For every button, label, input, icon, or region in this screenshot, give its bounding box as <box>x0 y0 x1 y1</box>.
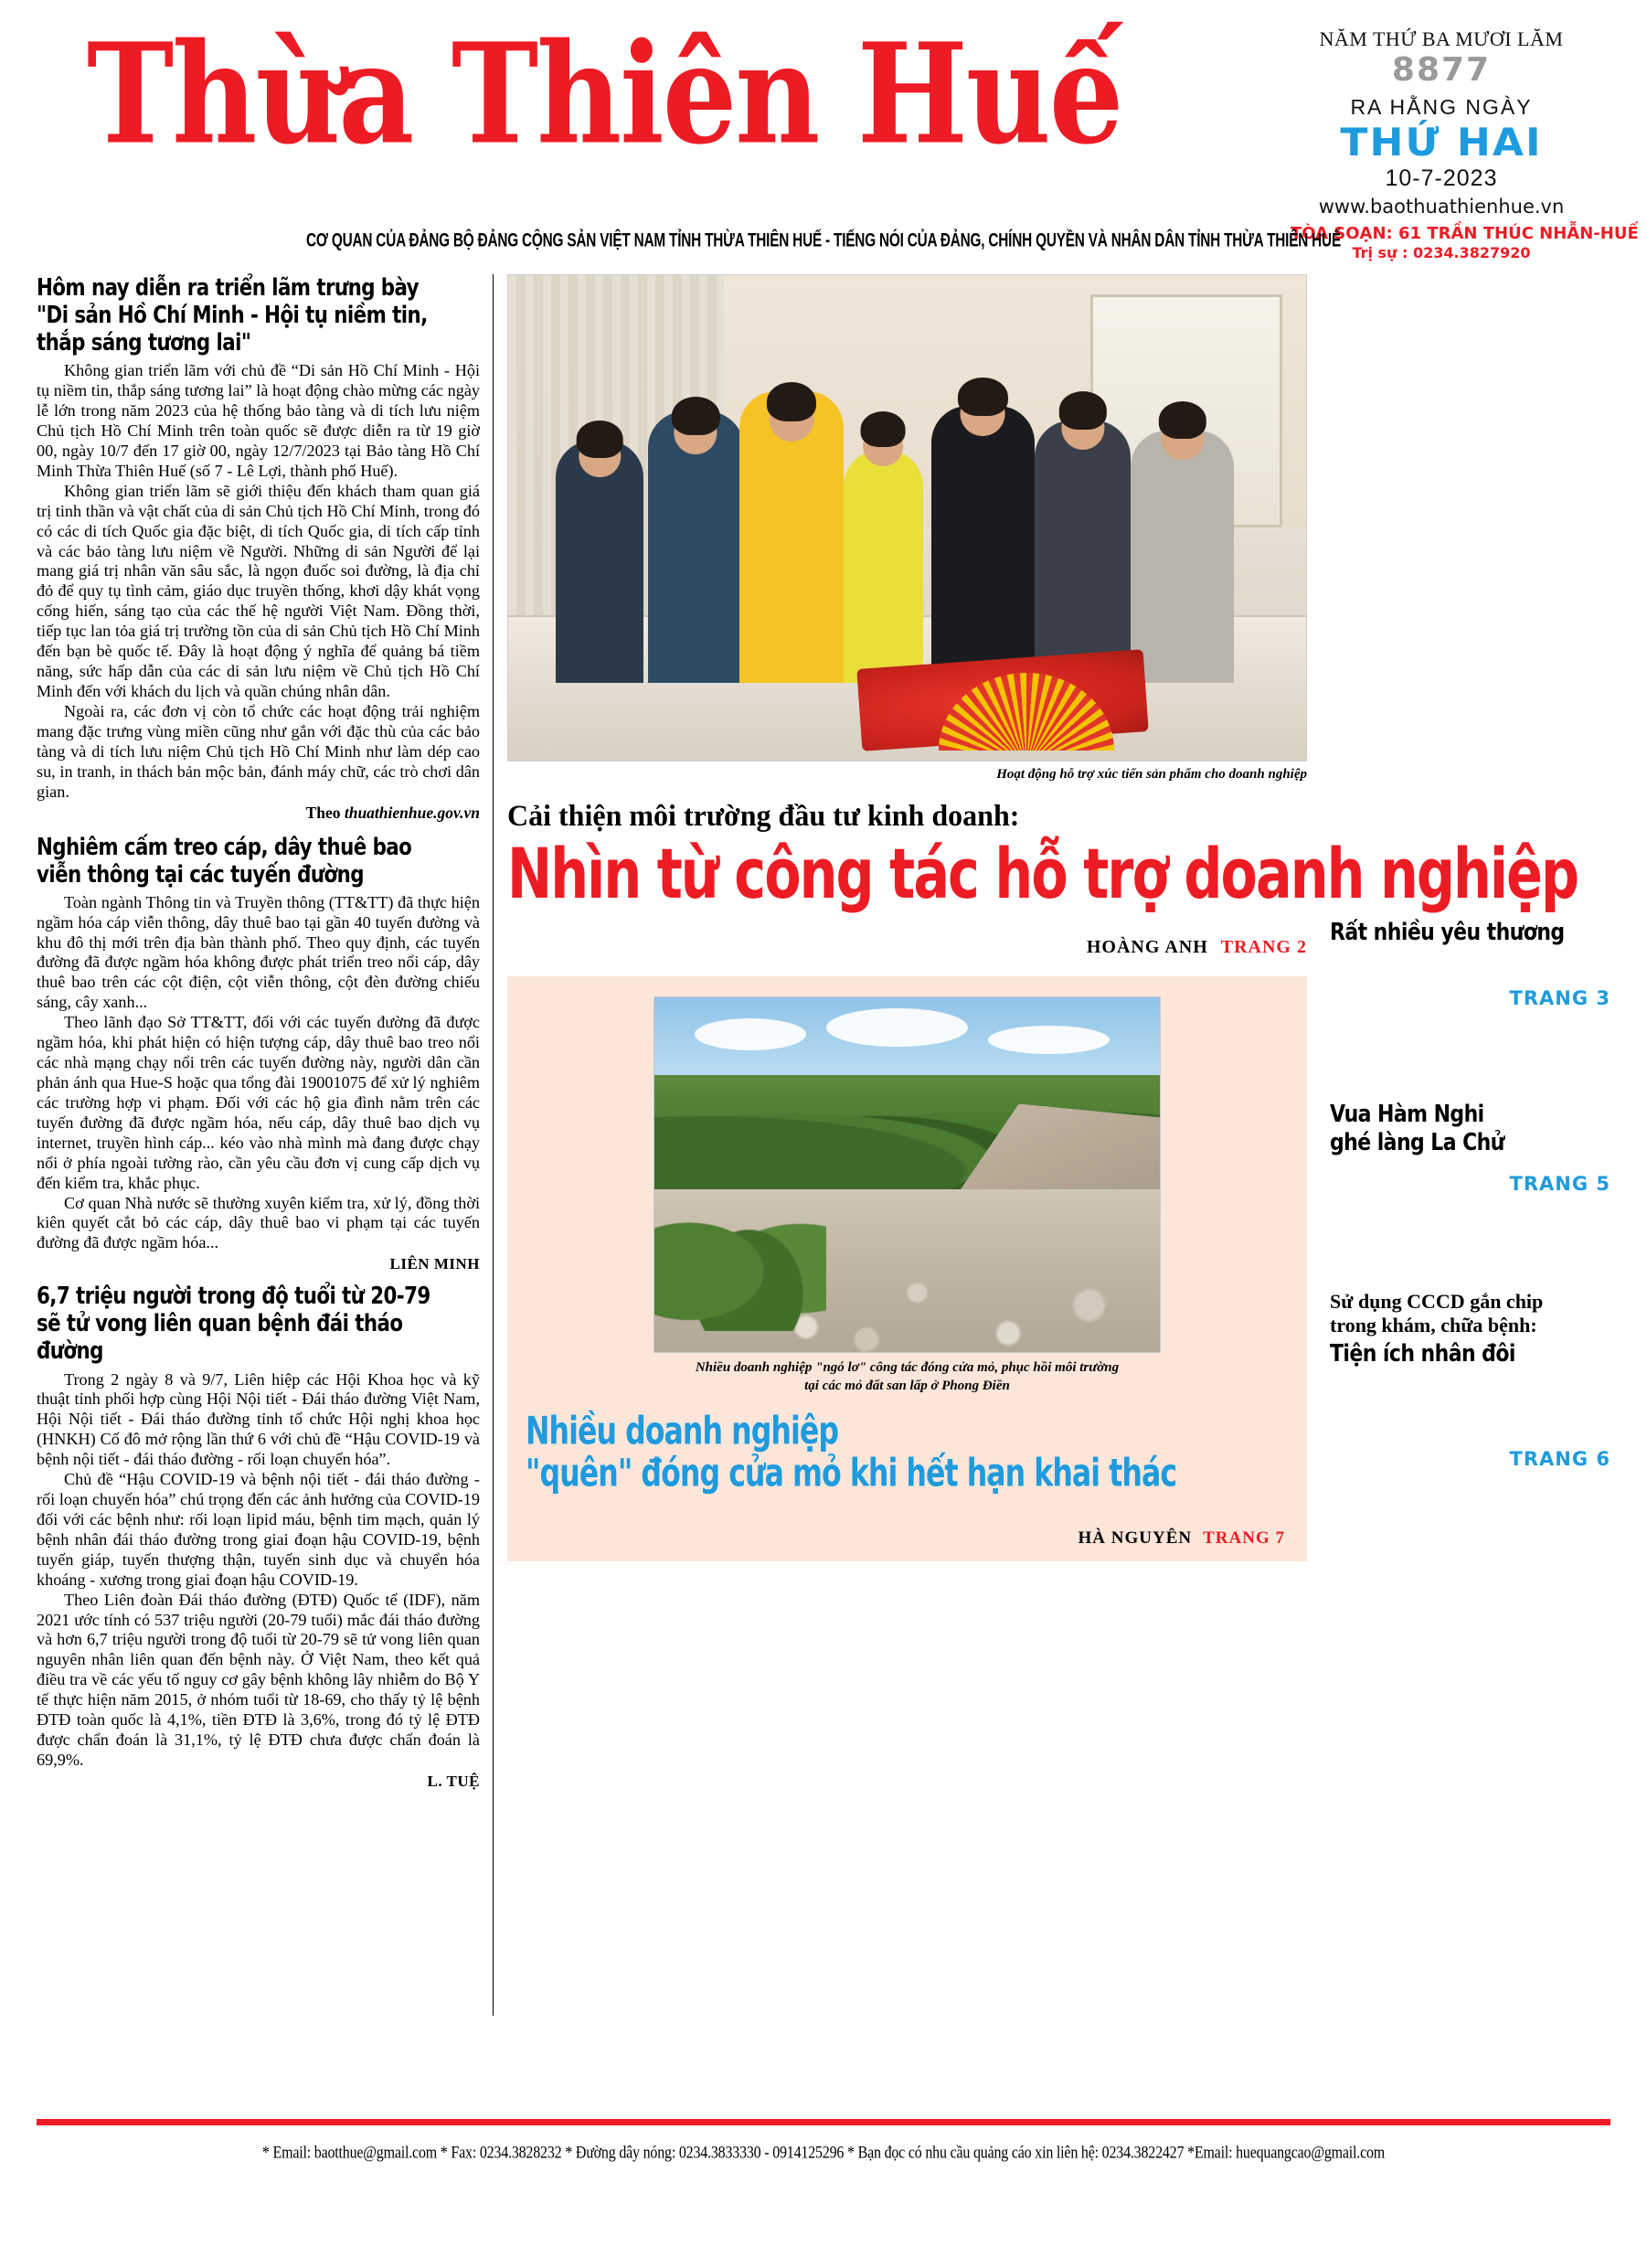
teaser-title[interactable]: Rất nhiều yêu thương <box>1330 919 1565 946</box>
teaser-item[interactable] <box>1330 1101 1610 1194</box>
article2-byline: LIÊN MINH <box>389 1255 480 1273</box>
teaser-kicker-line2: trong khám, chữa bệnh: <box>1330 1313 1537 1336</box>
year-line: NĂM THỨ BA MƯƠI LĂM <box>1319 27 1564 50</box>
article3-headline[interactable]: 6,7 triệu người trong độ tuổi từ 20-79 sẽ tử vong liên quan bệnh đái tháo đường <box>37 1283 430 1366</box>
masthead-tagline: CƠ QUAN CỦA ĐẢNG BỘ ĐẢNG CỘNG SẢN VIỆT NAM TỈNH THỪA THIÊN HUẾ - TIẾNG NÓI CỦA ĐẢNG, CHÍNH QUYỀN VÀ NHÂN DÂN TỈNH THỪA THIÊN HUẾ <box>306 230 1341 251</box>
main-photo <box>507 274 1307 761</box>
content-grid <box>37 274 1610 2112</box>
main-story-byline <box>507 937 1307 958</box>
article1-paragraph: Ngoài ra, các đơn vị còn tổ chức các hoạt động trải nghiệm mang đặc trưng vùng miền cũng như gắn với đặc thù của các bảo tàng và di tích lưu niệm Chủ tịch Hồ Chí Minh như làm dép cao su, in tranh, in thách bản mộc bản, đánh máy chữ, các trò chơi dân gian. <box>37 701 480 801</box>
weekday-label: THỨ HAI <box>1340 119 1543 165</box>
main-story-author: HOÀNG ANH <box>1086 937 1208 958</box>
feature-byline <box>1079 1528 1285 1549</box>
office-address: TÒA SOẠN: 61 TRẦN THÚC NHẪN-HUẾ <box>1291 223 1639 243</box>
article1-source <box>37 804 480 823</box>
article1-headline[interactable]: Hôm nay diễn ra triển lãm trưng bày "Di sản Hồ Chí Minh - Hội tụ niềm tin, thắp sáng tương lai" <box>37 274 428 357</box>
source-name: thuathienhue.gov.vn <box>344 803 480 822</box>
main-story-kicker: Cải thiện môi trường đầu tư kinh doanh: <box>507 799 1020 833</box>
teaser-title-line1[interactable]: Vua Hàm Nghi <box>1330 1101 1484 1129</box>
feature-author: HÀ NGUYÊN <box>1078 1528 1193 1549</box>
article1-paragraph: Không gian triển lãm với chủ đề “Di sản Hồ Chí Minh - Hội tụ niềm tin, thắp sáng tương lai” là hoạt động chào mừng các ngày lễ lớn trong năm 2023 của hệ thống bảo tàng và di tích lưu niệm Chủ tịch Hồ Chí Minh trên toàn quốc sẽ được diễn ra từ 19 giờ 00, ngày 10/7 đến 17 giờ 00, ngày 12/7/2023 tại Bảo tàng Hồ Chí Minh Thừa Thiên Huế (số 7 - Lê Lợi, thành phố Huế). <box>37 361 480 480</box>
newspaper-title: Thừa Thiên Huế <box>87 14 1122 176</box>
article2-body <box>37 893 480 1254</box>
article3-byline: L. TUỆ <box>427 1772 480 1790</box>
teaser-title-line2[interactable]: ghé làng La Chử <box>1330 1129 1504 1157</box>
article2-paragraph: Theo lãnh đạo Sở TT&TT, đối với các tuyến đường đã được ngầm hóa, khi phát hiện có hiện tượng cáp, dây thuê bao treo nổi các nhà mạng chạy nổi trên các tuyến đường này, người dân cần phản ánh qua Hue-S hoặc qua tổng đài 19001075 để xử lý nghiêm các trường hợp vi phạm. Đối với các hộ gia đình nằm trên các tuyến đường đã được ngầm hóa, nếu cáp, dây thuê bao dịch vụ internet, truyền hình cáp... kéo vào nhà mình mà đang được chạy nổi ở phía ngoài tường rào, cần yêu cầu đơn vị cung cấp dịch vụ đến kiểm tra, khắc phục. <box>37 1013 480 1192</box>
website-url[interactable]: www.baothuathienhue.vn <box>1318 195 1565 218</box>
article3-paragraph: Trong 2 ngày 8 và 9/7, Liên hiệp các Hội Khoa học và kỹ thuật tỉnh phối hợp cùng Hội Nội tiết - Đái tháo đường Việt Nam, Hội Nội tiết - Đái tháo đường tỉnh tổ chức Hội nghị khoa học (HNKH) Cố đô mở rộng lần thứ 6 với chủ đề “Hậu COVID-19 và bệnh nội tiết - đái tháo đường - rối loạn chuyển hóa”. <box>37 1369 480 1469</box>
main-photo-caption: Hoạt động hỗ trợ xúc tiến sản phẩm cho doanh nghiệp <box>996 767 1307 782</box>
article2-paragraph: Cơ quan Nhà nước sẽ thường xuyên kiểm tra, xử lý, đồng thời kiên quyết cắt bỏ các cáp, dây thuê bao vi phạm tại các tuyến đường đã được ngầm hóa... <box>37 1193 480 1252</box>
masthead <box>37 0 1639 274</box>
article1-paragraph: Không gian triển lãm sẽ giới thiệu đến khách tham quan giá trị tinh thần và vật chất của di sản Chủ tịch Hồ Chí Minh, trong đó có các di tích Quốc gia đặc biệt, di tích Quốc gia, di tích cấp tỉnh và các bảo tàng lưu niệm về Người. Những di sản Người để lại mang giá trị nhân văn sâu sắc, là ngọn đuốc soi đường, là địa chỉ đỏ để quy tụ tình cảm, giáo dục truyền thống, khơi dậy khát vọng cống hiến, sáng tạo của các thế hệ người Việt Nam. Đồng thời, tiếp tục lan tỏa giá trị trường tồn của di sản Chủ tịch Hồ Chí Minh đến bạn bè quốc tế. Đây là hoạt động ý nghĩa để quảng bá tiềm năng, sức hấp dẫn của các di sản lưu niệm về Chủ tịch Hồ Chí Minh đến với khách du lịch và quần chúng nhân dân. <box>37 481 480 700</box>
feature-headline-line2[interactable]: "quên" đóng cửa mỏ khi hết hạn khai thác <box>526 1450 1177 1496</box>
teaser-page-ref[interactable]: TRANG 3 <box>1509 987 1610 1010</box>
feature-headline-line1[interactable]: Nhiều doanh nghiệp <box>526 1408 839 1453</box>
article2-paragraph: Toàn ngành Thông tin và Truyền thông (TT&TT) đã thực hiện ngầm hóa cáp viễn thông, dây thuê bao tại gần 40 tuyến đường và khu đô thị mới trên địa bàn thành phố. Theo quy định, các tuyến đường đã được ngầm hóa không được phát triển treo nổi cáp, dây thuê bao trên các cột điện, cột viễn thông, cột đèn đường chiếu sáng, cây xanh... <box>37 892 480 1012</box>
footer-contact-line: * Email: baotthue@gmail.com * Fax: 0234.3828232 * Đường dây nóng: 0234.3833330 - 0914125296 * Bạn đọc có nhu cầu quảng cáo xin liên hệ: 0234.3822427 *Email: huequangcao@gmail.com <box>261 2144 1386 2163</box>
office-phone: Trị sự : 0234.3827920 <box>1352 243 1531 261</box>
feature-page-ref[interactable]: TRANG 7 <box>1203 1528 1285 1549</box>
article3-paragraph: Chủ đề “Hậu COVID-19 và bệnh nội tiết - đái tháo đường - rối loạn chuyển hóa” chú trọng đến các ảnh hưởng của COVID-19 đối với các bệnh như: rối loạn lipid máu, bệnh tim mạch, quản lý bệnh nhân đái tháo đường trong giai đoạn hậu COVID-19, bệnh tuyến giáp, tuyến thượng thận, tuyến sinh dục và chuyển hóa khoáng - xương trong giai đoạn hậu COVID-19. <box>37 1470 480 1589</box>
masthead-info-block <box>1291 27 1639 261</box>
article3-body <box>37 1370 480 1771</box>
feature-caption-line: Nhiều doanh nghiệp "ngó lơ" công tác đóng cửa mỏ, phục hồi môi trường <box>695 1360 1120 1376</box>
teaser-kicker-line1: Sử dụng CCCD gắn chip <box>1330 1289 1544 1313</box>
frequency-label: RA HẰNG NGÀY <box>1350 94 1533 119</box>
article3-paragraph: Theo Liên đoàn Đái tháo đường (ĐTĐ) Quốc tế (IDF), năm 2021 ước tính có 537 triệu người (20-79 tuổi) mắc đái tháo đường và hơn 6,7 triệu người trong độ tuổi từ 20-79 sẽ tử vong liên quan nguyên nhân liên quan đến bệnh này. Ở Việt Nam, theo kết quả điều tra về các yếu tố nguy cơ gây bệnh không lây nhiễm do Bộ Y tế thực hiện năm 2015, ở nhóm tuổi từ 18-69, cho thấy tỷ lệ bệnh ĐTĐ toàn quốc là 4,1%, tiền ĐTĐ là 3,6%, trong đó tỷ lệ ĐTĐ được chẩn đoán là 31,1%, tỷ lệ ĐTĐ chưa được chẩn đoán là 69,9%. <box>37 1590 480 1770</box>
column-teasers <box>1330 919 1610 1485</box>
feature-caption-line: tại các mỏ đất san lấp ở Phong Điền <box>804 1378 1010 1393</box>
feature-photo <box>653 996 1161 1353</box>
footer-rule <box>37 2119 1610 2125</box>
article1-body <box>37 361 480 802</box>
main-story-headline[interactable]: Nhìn từ công tác hỗ trợ doanh nghiệp <box>507 834 1578 915</box>
teaser-item[interactable] <box>1330 919 1610 1009</box>
publication-date: 10-7-2023 <box>1385 165 1498 191</box>
main-story-page-ref[interactable]: TRANG 2 <box>1220 937 1307 958</box>
feature-photo-caption <box>526 1359 1289 1395</box>
teaser-page-ref[interactable]: TRANG 5 <box>1509 1172 1610 1195</box>
article2-headline[interactable]: Nghiêm cấm treo cáp, dây thuê bao viễn thông tại các tuyến đường <box>37 833 412 889</box>
column-left <box>37 274 494 2016</box>
teaser-title[interactable]: Tiện ích nhân đôi <box>1330 1340 1515 1368</box>
teaser-item[interactable] <box>1330 1290 1610 1470</box>
issue-number: 8877 <box>1391 51 1492 89</box>
feature-box <box>507 976 1307 1561</box>
teaser-page-ref[interactable]: TRANG 6 <box>1509 1447 1610 1470</box>
source-prefix: Theo <box>305 803 345 822</box>
